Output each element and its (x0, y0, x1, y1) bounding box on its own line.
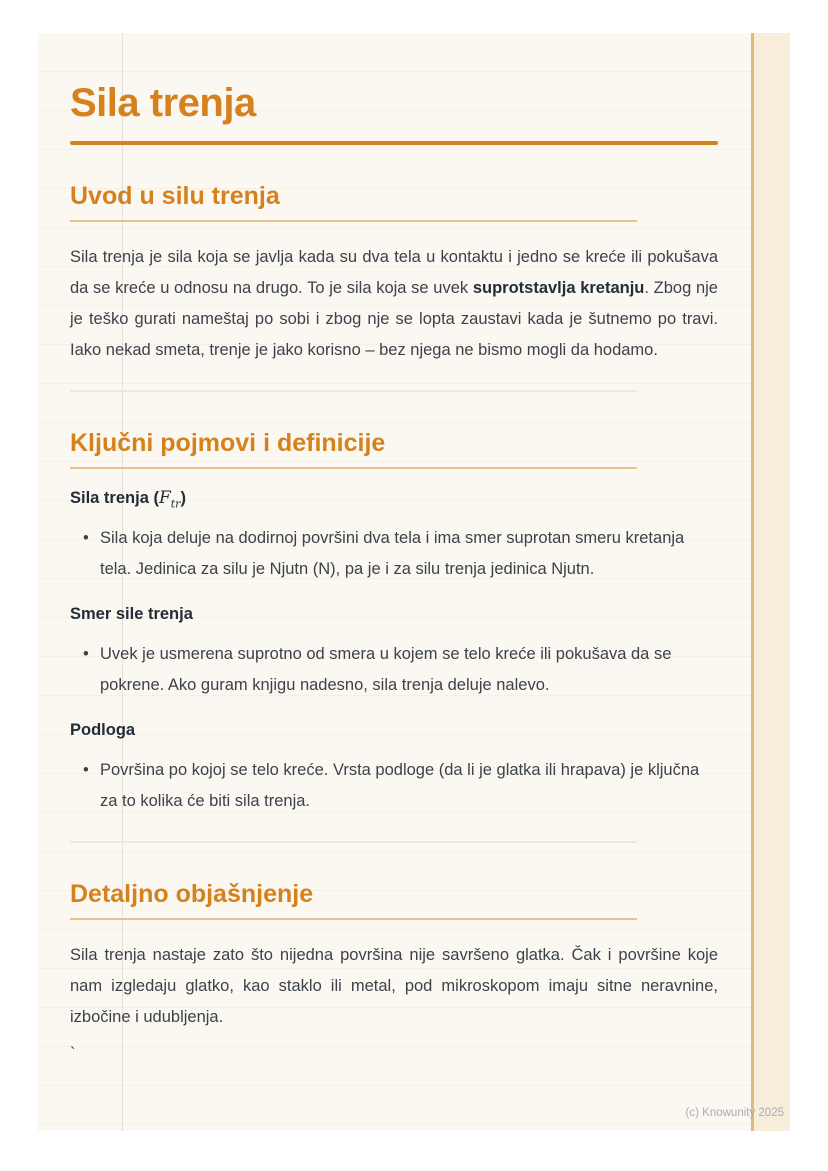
term-name-podloga: Podloga (70, 721, 136, 739)
section-detaljno (70, 879, 718, 1070)
list-item-text: Sila koja deluje na dodirnoj površini dva tela i ima smer suprotan smeru kretanja tela. Jedinica za silu je Njutn (N), pa je i za silu trenja jedinica Njutn. (100, 529, 685, 578)
section-heading-detaljno: Detaljno objašnjenje (70, 880, 314, 908)
formula-subscript: tr (170, 497, 181, 511)
list-item (70, 639, 718, 701)
friction-force-formula (158, 488, 181, 511)
intro-text-segment: . Zbog nje je teško gurati nameštaj po sobi i zbog nje se lopta zaustavi kada je šutnemo po travi. Iako nekad smeta, trenje je jako korisno – bez njega ne bismo mogli da hodamo. (70, 279, 718, 359)
intro-paragraph (70, 242, 718, 366)
bullet-icon: • (83, 761, 89, 779)
list-item-text: Površina po kojoj se telo kreće. Vrsta podloge (da li je glatka ili hrapava) je ključna za to kolika će biti sila trenja. (100, 761, 700, 810)
term-name-smer: Smer sile trenja (70, 605, 193, 623)
page-side-band (751, 33, 790, 1131)
list-item-text: Uvek je usmerena suprotno od smera u kojem se telo kreće ili pokušava da se pokrene. Ako guram knjigu nadesno, sila trenja deluje nalevo. (100, 645, 672, 694)
list-item (70, 755, 718, 817)
bullet-icon: • (83, 529, 89, 547)
detail-paragraph: Sila trenja nastaje zato što nijedna površina nije savršeno glatka. Čak i površine koje nam izgledaju glatko, kao staklo ili metal, pod mikroskopom imaju sitne neravnine, izbočine i udubljenja. (70, 946, 718, 1026)
heading-underline (70, 918, 637, 920)
section-uvod (70, 181, 718, 366)
document-page (38, 33, 790, 1131)
term-name-sila-trenja (70, 485, 718, 511)
term-label: ) (180, 489, 186, 507)
title-rule (70, 141, 718, 145)
formula-symbol: F (158, 488, 171, 508)
section-divider (70, 390, 637, 392)
stray-backtick: ` (70, 1045, 76, 1063)
heading-underline (70, 467, 637, 469)
section-pojmovi (70, 428, 718, 817)
section-heading-pojmovi: Ključni pojmovi i definicije (70, 429, 386, 457)
bullet-icon: • (83, 645, 89, 663)
copyright-footer: (c) Knowunity 2025 (685, 1107, 784, 1119)
section-divider (70, 841, 637, 843)
list-item (70, 523, 718, 585)
intro-bold-phrase: suprotstavlja kretanju (472, 279, 645, 297)
section-heading-uvod: Uvod u silu trenja (70, 182, 280, 210)
heading-underline (70, 220, 637, 222)
document-title: Sila trenja (70, 81, 256, 125)
term-label: Sila trenja ( (70, 489, 159, 507)
intro-text-segment: Sila trenja je sila koja se javlja kada su dva tela u kontaktu i jedno se kreće ili pokušava da se kreće u odnosu na drugo. To je sila koja se uvek (70, 248, 718, 297)
